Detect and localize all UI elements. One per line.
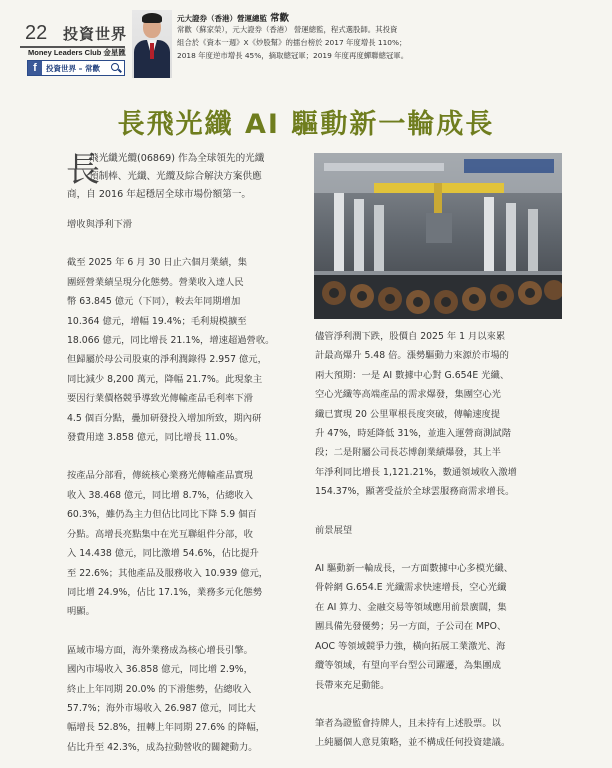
text-line: 入 14.438 億元，同比激增 54.6%，佔比提升 [67, 548, 259, 560]
text-line: 終止上年同期 20.0% 的下滑態勢，佔總收入 [67, 683, 252, 695]
text-line: 國內市場收入 36.858 億元，同比增 2.9%， [67, 664, 253, 676]
bio-line: 2018 年度逆市增長 45%，摘取總冠軍；2019 年度再度蟬聯總冠軍。 [177, 51, 409, 60]
paragraph [67, 253, 303, 447]
fiber-factory-illustration [314, 153, 562, 319]
text-line: 佔比升至 42.3%，成為拉動營收的關鍵動力。 [67, 741, 258, 753]
page-number: 22 [25, 22, 48, 44]
text-line: 要因行業價格競爭導致光傳輸產品毛利率下滑 [67, 393, 253, 405]
text-line: 計最高爆升 5.48 倍。漲勢驅動力來源於市場的 [315, 350, 509, 362]
text-line: 18.066 億元，同比增長 21.1%，增速超過營收。 [67, 335, 275, 347]
text-line: 在 AI 算力、金融交易等領域應用前景廣闊，集 [315, 601, 507, 613]
text-line: AI 驅動新一輪成長，一方面數據中心多模光纖、 [315, 563, 513, 575]
section-heading: 增收與淨利下滑 [67, 219, 133, 230]
text-line: 幅增長 52.8%，扭轉上年同期 27.6% 的降幅， [67, 722, 266, 734]
club-name: Money Leaders Club 金星匯 [28, 48, 126, 57]
text-line: 4.5 個百分點，疊加研發投入增加所致，期內研 [67, 412, 262, 424]
text-line: 發費用達 3.858 億元，同比增長 11.0%。 [67, 432, 244, 444]
text-line: 骨幹網 G.654.E 光纖需求快速增長，空心光纖 [315, 582, 507, 594]
article-column-right [315, 327, 565, 753]
facebook-search-bar[interactable] [27, 60, 125, 76]
lead-line: 預制棒、光纖、光纜及綜合解決方案供應 [89, 171, 262, 182]
text-line: 年淨利同比增長 1,121.21%，數通領域收入激增 [315, 466, 517, 478]
paragraph [67, 641, 303, 757]
facebook-label: 投資世界 – 常歡 [46, 63, 100, 73]
search-icon[interactable] [110, 62, 122, 74]
page-header [0, 0, 612, 86]
paragraph [315, 327, 565, 502]
drop-cap: 長 [66, 150, 100, 190]
bio-line: 常歡（蘇家榮），元大證券（香港） 營運總監，程式選股師。其投資 [177, 25, 398, 34]
text-line: AOC 等領域競爭力強，橫向拓展工業激光、海 [315, 640, 506, 652]
text-line: 154.37%，顯著受益於全球雲服務商需求增長。 [315, 486, 515, 498]
facebook-icon: f [28, 61, 42, 75]
author-title-line [177, 10, 289, 24]
text-line: 至 22.6%；其他產品及服務收入 10.939 億元， [67, 567, 269, 579]
avatar-hair [142, 13, 162, 23]
text-line: 收入 38.468 億元，同比增 8.7%，佔總收入 [67, 489, 253, 501]
text-line: 同比增 24.9%，佔比 17.1%，業務多元化態勢 [67, 586, 263, 598]
lead-line: 飛光纖光纜(06869) 作為全球領先的光纖 [89, 153, 265, 164]
text-line: 幣 63.845 億元（下同），較去年同期增加 [67, 296, 241, 308]
text-line: 同比減少 8,200 萬元，降幅 21.7%。此現象主 [67, 373, 263, 385]
avatar-tie [150, 43, 154, 59]
text-line: 57.7%；海外市場收入 26.987 億元，同比大 [67, 702, 256, 714]
text-line: 兩大預期：一是 AI 數據中心對 G.654E 光纖、 [315, 369, 510, 381]
section-heading: 前景展望 [315, 524, 353, 536]
author-name: 常歡 [270, 13, 290, 24]
text-line: 空心光纖等高端產品的需求爆發，集團空心光 [315, 389, 501, 401]
text-line: 團具備先發優勢；另一方面，子公司在 MPO、 [315, 621, 507, 633]
text-line: 分點。高增長亮點集中在光互聯組件分部，收 [67, 528, 253, 540]
paragraph-gap [67, 234, 303, 253]
article-lead [67, 150, 264, 204]
text-line: 筆者為證監會持牌人，且未持有上述股票。以 [315, 717, 501, 729]
paragraph-gap [67, 447, 303, 466]
text-line: 升 47%，時延降低 31%，並進入運營商測試階 [315, 428, 511, 440]
text-line: 截至 2025 年 6 月 30 日止六個月業績，集 [67, 257, 247, 269]
paragraph-gap [315, 502, 565, 521]
paragraph-gap [315, 540, 565, 559]
paragraph [315, 714, 565, 753]
factory-photo [314, 153, 562, 319]
text-line: 但歸屬於母公司股東的淨利潤錄得 2.957 億元， [67, 354, 267, 366]
bio-line: 組合於《資本一週》X《炒股幫》的擂台榜於 2017 年度增長 110%； [177, 38, 407, 47]
paragraph-gap [315, 695, 565, 714]
author-title: 元大證券（香港）營運總監 [177, 14, 267, 23]
paragraph [315, 559, 565, 695]
text-line: 團經營業績呈現分化態勢。營業收入達人民 [67, 276, 244, 288]
author-photo [132, 10, 172, 78]
text-line: 10.364 億元，增幅 19.4%；毛利規模擴至 [67, 315, 247, 327]
text-line: 60.3%，雖仍為主力但佔比同比下降 5.9 個百 [67, 509, 257, 521]
lead-line: 商，自 2016 年起穩居全球市場份額第一。 [67, 189, 252, 200]
article-column-left [67, 215, 303, 757]
section-name: 投資世界 [63, 25, 128, 43]
text-line: 長帶來充足動能。 [315, 679, 390, 691]
article-title: 長飛光纖 AI 驅動新一輪成長 [117, 109, 495, 140]
author-bio [177, 23, 597, 62]
paragraph-gap [67, 622, 303, 641]
paragraph [67, 466, 303, 621]
text-line: 明顯。 [67, 606, 95, 618]
text-line: 段；二是附屬公司長芯博創業績爆發，其上半 [315, 447, 501, 459]
text-line: 上純屬個人意見策略，並不構成任何投資建議。 [315, 737, 511, 749]
text-line: 儘管淨利潤下跌，股價自 2025 年 1 月以來累 [315, 331, 506, 342]
text-line: 纖已實現 20 公里單根長度突破，傳輸速度提 [315, 408, 501, 420]
text-line: 按產品分部看，傳統核心業務光傳輸產品實現 [67, 470, 253, 482]
text-line: 纜等領域，有望向平台型公司躍遷，為集團成 [315, 660, 501, 672]
text-line: 區域市場方面，海外業務成為核心增長引擎。 [67, 644, 253, 656]
